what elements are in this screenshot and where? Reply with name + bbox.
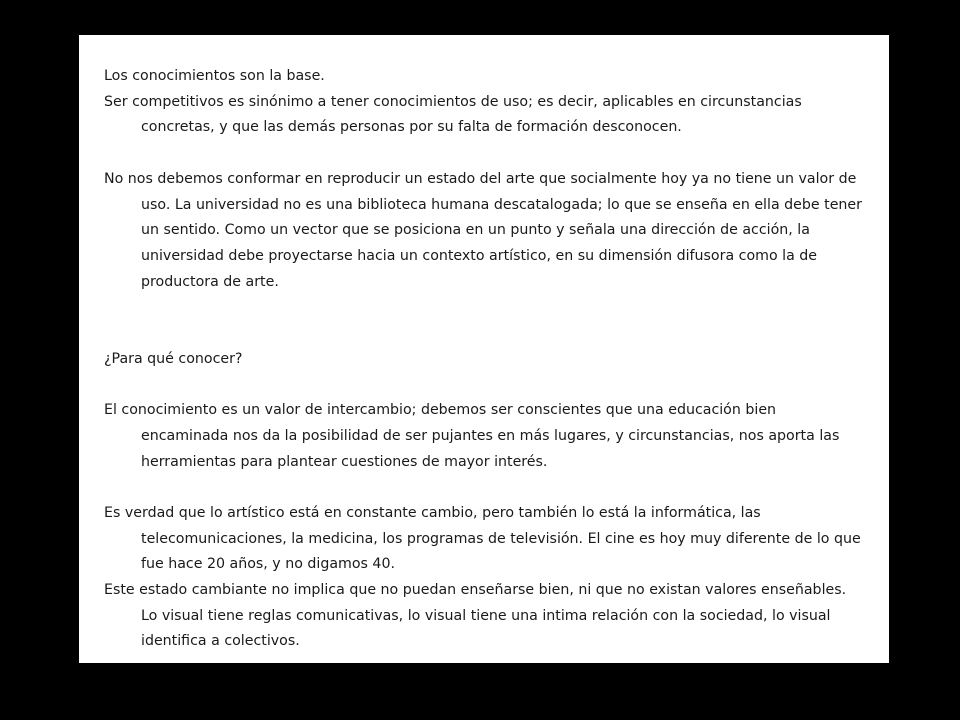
paragraph-state-of-art: No nos debemos conformar en reproducir un estado del arte que socialmente hoy ya no tiene un valor de uso. La universidad no es una biblioteca humana descatalogada; lo que se enseña en ella debe tener un sentido. Como un vector que se posiciona en un punto y señala una dirección de acción, la universidad debe proyectarse hacia un contexto artístico, en su dimensión difusora como la de productora de arte.: [104, 170, 862, 290]
paragraph-exchange-value: El conocimiento es un valor de intercambio; debemos ser conscientes que una educación bien encaminada nos da la posibilidad de ser pujantes en más lugares, y circunstancias, nos aporta las herramientas para plantear cuestiones de mayor interés.: [104, 402, 840, 470]
spacer: [104, 475, 864, 501]
spacer: [104, 295, 864, 346]
paragraph-why-know: ¿Para qué conocer?: [104, 350, 243, 367]
slide-page: [79, 35, 889, 663]
spacer: [104, 141, 864, 167]
paragraph-heading-knowledge: Los conocimientos son la base.: [104, 68, 325, 84]
paragraph-constant-change: Es verdad que lo artístico está en constante cambio, pero también lo está la informática, las telecomunicaciones, la medicina, los programas de televisión. El cine es hoy muy diferente de lo que fue hace 20 años, y no digamos 40.: [104, 504, 861, 573]
paragraph-competitive: Ser competitivos es sinónimo a tener conocimientos de uso; es decir, aplicables en circunstancias concretas, y que las demás personas por su falta de formación desconocen.: [104, 93, 802, 136]
paragraph-teachable-values: Este estado cambiante no implica que no puedan enseñarse bien, ni que no existan valores enseñables. Lo visual tiene reglas comunicativas, lo visual tiene una intima relación con la sociedad, lo visual identifica a colectivos.: [104, 582, 847, 650]
spacer: [104, 372, 864, 398]
text-block: [104, 64, 864, 655]
